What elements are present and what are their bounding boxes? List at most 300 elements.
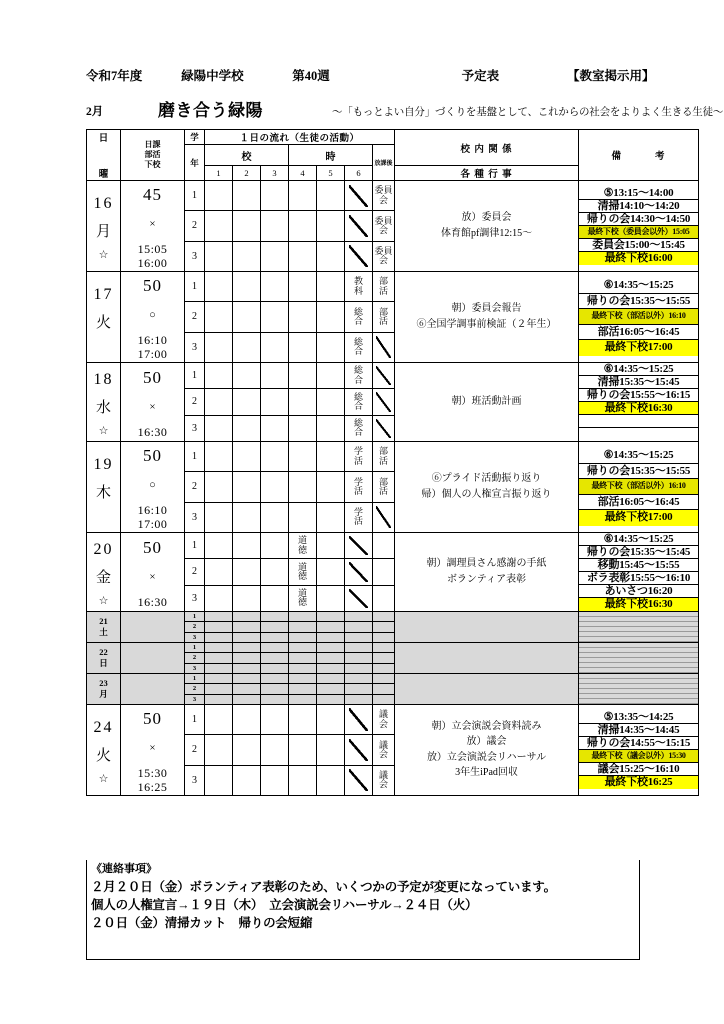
weekend-row [87, 642, 699, 652]
remark-line: 清掃15:35～15:45 [579, 376, 698, 389]
notes-box [86, 860, 640, 960]
remark-line: 最終下校（委員会以外）15:05 [579, 226, 698, 239]
period-1-cell [205, 211, 233, 241]
period-5-cell [317, 472, 345, 502]
nikka-value: 50 [143, 275, 162, 295]
period-3-cell [261, 389, 289, 415]
period-6-cell: 学 活 [345, 502, 373, 532]
weekend-period-cell [289, 694, 317, 704]
header-gekou-label: 下校 [144, 160, 161, 169]
grade-number: 1 [185, 181, 205, 211]
bukatsu-value: ○ [149, 478, 156, 491]
weekend-period-cell [233, 642, 261, 652]
weekend-grade-number: 1 [185, 611, 205, 621]
daily-info-cell [121, 271, 185, 362]
grade-number: 2 [185, 302, 205, 332]
header-day-label: 日 [98, 134, 109, 144]
period-5-cell [317, 502, 345, 532]
nikka-value: 50 [143, 367, 162, 387]
after-school-cell: 部 活 [373, 472, 395, 502]
weekend-period-cell [233, 611, 261, 621]
week-number: 第40週 [292, 69, 330, 83]
grade-number: 2 [185, 389, 205, 415]
remark-line: 移動15:45～15:55 [579, 559, 698, 572]
table-row [87, 704, 699, 734]
remark-line: 最終下校16:00 [579, 252, 698, 265]
weekend-grade-number: 3 [185, 632, 205, 642]
event-line: 体育館pf調律12:15～ [440, 227, 533, 239]
period-1-cell [205, 502, 233, 532]
day-cell [87, 362, 121, 441]
remark-line: 最終下校（部活以外）16:10 [579, 479, 698, 495]
day-star-icon: ☆ [98, 772, 109, 785]
period-6-cell: 教 科 [345, 271, 373, 301]
weekend-period-cell [261, 694, 289, 704]
weekend-period-cell [373, 663, 395, 673]
weekend-day-cell [87, 611, 121, 642]
event-line: 朝）立会演説会資料読み [431, 720, 542, 732]
weekend-period-cell [373, 611, 395, 621]
period-6-cell: 総 合 [345, 362, 373, 388]
period-6-cell: 総 合 [345, 302, 373, 332]
remark-line: 最終下校（議会以外）15:30 [579, 750, 698, 763]
weekend-period-cell [345, 642, 373, 652]
period-4-cell [289, 332, 317, 362]
header-grade-bottom [185, 145, 205, 181]
period-1-cell [205, 389, 233, 415]
period-4-cell [289, 441, 317, 471]
day-star-icon [87, 511, 120, 523]
period-1-cell [205, 441, 233, 471]
nikka-value: 50 [143, 537, 162, 557]
grade-number: 3 [185, 332, 205, 362]
period-6-cell [345, 735, 373, 765]
remark-line: 帰りの会14:30～14:50 [579, 213, 698, 226]
weekend-period-cell [205, 653, 233, 663]
remarks-cell [579, 181, 699, 272]
weekend-period-cell [233, 622, 261, 632]
weekend-period-cell [205, 632, 233, 642]
weekend-period-cell [317, 632, 345, 642]
period-6-cell: 学 活 [345, 472, 373, 502]
day-cell [87, 532, 121, 611]
period-2-cell [233, 704, 261, 734]
period-3-cell [261, 271, 289, 301]
table-row [87, 362, 699, 388]
period-6-cell: 総 合 [345, 415, 373, 441]
events-cell [395, 181, 579, 272]
event-line: ボランティア表彰 [446, 573, 527, 585]
weekend-grade-number: 3 [185, 663, 205, 673]
period-1-cell [205, 765, 233, 795]
remark-line: 帰りの会15:35～15:45 [579, 546, 698, 559]
period-1-cell [205, 332, 233, 362]
period-2-cell [233, 362, 261, 388]
weekend-period-cell [345, 673, 373, 683]
event-line: ⑥全国学調事前検証（２年生） [416, 318, 557, 330]
remark-line: 帰りの会15:35～15:55 [579, 294, 698, 310]
period-5-cell [317, 389, 345, 415]
header-daily-info [121, 130, 185, 181]
header-period-4: 4 [289, 166, 317, 181]
period-2-cell [233, 532, 261, 558]
period-2-cell [233, 585, 261, 611]
period-5-cell [317, 559, 345, 585]
day-number: 20 [93, 540, 114, 558]
remark-line: 最終下校17:00 [579, 340, 698, 356]
period-2-cell [233, 389, 261, 415]
day-weekday: 月 [95, 223, 111, 240]
weekend-period-cell [373, 642, 395, 652]
table-body [87, 181, 699, 796]
after-school-cell: 議 会 [373, 704, 395, 734]
period-4-cell [289, 415, 317, 441]
table-row [87, 181, 699, 211]
remark-line: 最終下校17:00 [579, 510, 698, 526]
period-2-cell [233, 302, 261, 332]
remark-line: 清掃14:35～14:45 [579, 724, 698, 737]
grade-number: 2 [185, 211, 205, 241]
event-line: 3年生iPad回収 [455, 767, 518, 779]
weekend-grade-number: 3 [185, 694, 205, 704]
header-after-school [373, 145, 395, 181]
after-school-cell [373, 585, 395, 611]
daily-info-cell [121, 362, 185, 441]
weekend-day-number: 21 [99, 615, 108, 626]
period-2-cell [233, 472, 261, 502]
day-cell [87, 181, 121, 272]
events-cell [395, 704, 579, 795]
header-nikka-label: 日課 [144, 140, 161, 149]
period-3-cell [261, 302, 289, 332]
after-school-cell [373, 362, 395, 388]
period-4-cell: 道 徳 [289, 532, 317, 558]
period-5-cell [317, 332, 345, 362]
header-remarks-label2: 考 [655, 152, 666, 162]
weekend-info-cell [121, 642, 185, 673]
header-grade-char1: 学 [190, 132, 199, 142]
period-1-cell [205, 559, 233, 585]
remark-line: あいさつ16:20 [579, 585, 698, 598]
after-school-cell [373, 532, 395, 558]
weekend-grade-number: 2 [185, 622, 205, 632]
period-2-cell [233, 415, 261, 441]
gekou-value: 16:30 [137, 595, 168, 610]
period-2-cell [233, 181, 261, 211]
weekend-row [87, 611, 699, 621]
gekou-value: 15:30 16:25 [137, 766, 168, 795]
day-weekday: 木 [95, 484, 111, 501]
day-star-icon: ☆ [98, 424, 109, 437]
period-3-cell [261, 415, 289, 441]
weekend-events-cell [395, 673, 579, 704]
period-1-cell [205, 704, 233, 734]
header-weekday-label: 曜 [98, 170, 109, 180]
period-4-cell [289, 241, 317, 271]
usage-label: 【教室掲示用】 [566, 69, 655, 83]
period-2-cell [233, 559, 261, 585]
grade-number: 3 [185, 415, 205, 441]
day-cell [87, 704, 121, 795]
period-5-cell [317, 362, 345, 388]
daily-info-cell [121, 704, 185, 795]
remark-line: 帰りの会15:35～15:55 [579, 464, 698, 480]
weekend-period-cell [345, 653, 373, 663]
weekend-events-cell [395, 611, 579, 642]
day-weekday: 火 [95, 747, 111, 764]
period-4-cell [289, 765, 317, 795]
daily-info-cell [121, 532, 185, 611]
after-school-cell [373, 415, 395, 441]
header-period-6: 6 [345, 166, 373, 181]
daily-info-cell [121, 181, 185, 272]
header-grade-char2: 年 [190, 157, 199, 168]
day-number: 16 [93, 194, 114, 212]
day-number: 18 [93, 370, 114, 388]
event-line: 朝）委員会報告 [451, 303, 522, 315]
header-ji-label: 時 [325, 151, 336, 163]
weekend-period-cell [289, 673, 317, 683]
period-3-cell [261, 332, 289, 362]
period-3-cell [261, 704, 289, 734]
after-school-cell [373, 332, 395, 362]
weekend-period-cell [261, 611, 289, 621]
period-1-cell [205, 241, 233, 271]
weekend-period-cell [317, 684, 345, 694]
month-label: 2月 [86, 106, 104, 118]
period-6-cell: 学 活 [345, 441, 373, 471]
document-header-line [86, 66, 655, 86]
weekend-period-cell [345, 663, 373, 673]
period-2-cell [233, 765, 261, 795]
weekend-remark-line [579, 699, 698, 704]
period-5-cell [317, 271, 345, 301]
period-3-cell [261, 241, 289, 271]
period-1-cell [205, 585, 233, 611]
remark-line: 最終下校16:30 [579, 402, 698, 415]
header-period-3: 3 [261, 166, 289, 181]
weekend-remark-line [579, 668, 698, 673]
weekly-schedule-table [86, 129, 699, 796]
header-period-1: 1 [205, 166, 233, 181]
header-remarks-label1: 備 [611, 152, 623, 162]
period-1-cell [205, 472, 233, 502]
weekend-period-cell [373, 653, 395, 663]
period-5-cell [317, 585, 345, 611]
weekend-day-weekday: 日 [99, 657, 108, 668]
period-4-cell [289, 389, 317, 415]
weekend-period-cell [373, 684, 395, 694]
period-5-cell [317, 704, 345, 734]
period-4-cell [289, 472, 317, 502]
after-school-cell: 部 活 [373, 302, 395, 332]
events-cell [395, 532, 579, 611]
header-school-relation [395, 130, 579, 166]
event-line: 放）議会 [466, 736, 507, 748]
header-bukatsu-label: 部活 [144, 150, 161, 159]
weekend-period-cell [345, 622, 373, 632]
page-title: 予定表 [461, 69, 500, 83]
day-cell [87, 271, 121, 362]
period-6-cell [345, 211, 373, 241]
period-5-cell [317, 415, 345, 441]
header-remarks [579, 130, 699, 181]
weekend-period-cell [261, 684, 289, 694]
period-6-cell [345, 585, 373, 611]
events-cell [395, 441, 579, 532]
event-line: ⑥プライド活動振り返り [431, 473, 542, 485]
weekend-period-cell [205, 642, 233, 652]
weekend-grade-number: 2 [185, 684, 205, 694]
nikka-value: 45 [143, 185, 162, 204]
weekend-period-cell [289, 684, 317, 694]
weekend-row [87, 673, 699, 683]
notes-line-3: ２０日（金）清掃カット 帰りの会短縮 [91, 916, 313, 931]
notes-line-2: 個人の人権宣言→１９日（木） 立会演説会リハーサル→２４日（火） [91, 898, 478, 913]
day-number: 19 [93, 455, 114, 473]
day-number: 24 [93, 718, 114, 736]
weekend-period-cell [289, 663, 317, 673]
remark-line: 委員会15:00～15:45 [579, 239, 698, 252]
period-4-cell [289, 502, 317, 532]
grade-number: 3 [185, 241, 205, 271]
weekend-period-cell [233, 632, 261, 642]
after-school-cell: 委員会 [373, 181, 395, 211]
events-cell [395, 362, 579, 441]
grade-number: 1 [185, 532, 205, 558]
remarks-cell [579, 532, 699, 611]
weekend-events-cell [395, 642, 579, 673]
period-2-cell [233, 211, 261, 241]
after-school-cell: 委員会 [373, 211, 395, 241]
period-3-cell [261, 211, 289, 241]
notes-title: 《連絡事項》 [91, 863, 157, 875]
weekend-day-number: 23 [99, 677, 108, 688]
after-school-cell [373, 502, 395, 532]
event-line: 朝）班活動計画 [451, 396, 522, 408]
grade-number: 3 [185, 502, 205, 532]
bukatsu-value: × [149, 217, 156, 230]
remark-line [579, 415, 698, 428]
remark-line: ⑥14:35～15:25 [579, 278, 698, 294]
remarks-cell [579, 704, 699, 795]
weekend-period-cell [373, 673, 395, 683]
table-row [87, 532, 699, 558]
weekend-period-cell [345, 632, 373, 642]
period-6-cell: 総 合 [345, 332, 373, 362]
period-1-cell [205, 181, 233, 211]
period-2-cell [233, 441, 261, 471]
header-events-label: 各 種 行 事 [460, 170, 513, 180]
header-flow-label: １日の流れ（生徒の活動） [239, 134, 360, 144]
weekend-period-cell [317, 622, 345, 632]
notes-line-1: ２月２０日（金）ボランティア表彰のため、いくつかの予定が変更になっています。 [91, 879, 556, 894]
day-weekday: 水 [95, 399, 111, 416]
weekend-period-cell [205, 694, 233, 704]
remark-line: 部活16:05～16:45 [579, 495, 698, 511]
period-3-cell [261, 585, 289, 611]
period-3-cell [261, 765, 289, 795]
nikka-value: 50 [143, 708, 162, 728]
weekend-day-number: 22 [99, 646, 108, 657]
weekend-period-cell [317, 653, 345, 663]
school-name: 緑陽中学校 [181, 69, 244, 83]
table-row [87, 271, 699, 301]
weekend-period-cell [317, 694, 345, 704]
grade-number: 3 [185, 765, 205, 795]
header-ji [289, 145, 373, 166]
event-line: 放）立会演説会リハーサル [426, 751, 547, 763]
day-cell [87, 441, 121, 532]
remark-line: ⑥14:35～15:25 [579, 363, 698, 376]
weekend-period-cell [233, 684, 261, 694]
header-kou [205, 145, 289, 166]
period-2-cell [233, 502, 261, 532]
remark-line: 最終下校16:25 [579, 776, 698, 789]
day-weekday: 金 [95, 569, 111, 586]
weekend-period-cell [345, 611, 373, 621]
grade-number: 2 [185, 735, 205, 765]
period-3-cell [261, 559, 289, 585]
period-3-cell [261, 502, 289, 532]
day-star-icon: ☆ [98, 248, 109, 261]
period-3-cell [261, 472, 289, 502]
grade-number: 3 [185, 585, 205, 611]
grade-number: 1 [185, 704, 205, 734]
period-2-cell [233, 332, 261, 362]
weekend-period-cell [233, 673, 261, 683]
after-school-cell: 部 活 [373, 271, 395, 301]
day-number: 17 [93, 285, 114, 303]
grade-number: 2 [185, 472, 205, 502]
bukatsu-value: × [149, 400, 156, 413]
table-row [87, 441, 699, 471]
header-period-5: 5 [317, 166, 345, 181]
grade-number: 1 [185, 441, 205, 471]
weekend-grade-number: 1 [185, 642, 205, 652]
period-3-cell [261, 181, 289, 211]
period-4-cell: 道 徳 [289, 585, 317, 611]
remarks-cell [579, 362, 699, 441]
period-3-cell [261, 441, 289, 471]
weekend-grade-number: 1 [185, 673, 205, 683]
period-4-cell [289, 271, 317, 301]
weekend-period-cell [373, 694, 395, 704]
grade-number: 1 [185, 271, 205, 301]
weekend-period-cell [205, 611, 233, 621]
after-school-cell: 議 会 [373, 735, 395, 765]
after-school-cell: 部 活 [373, 441, 395, 471]
weekend-period-cell [261, 632, 289, 642]
period-6-cell [345, 765, 373, 795]
period-6-cell [345, 241, 373, 271]
day-star-icon [87, 341, 120, 353]
remark-line: ⑤13:15～14:00 [579, 187, 698, 200]
event-line: 帰）個人の人権宣言振り返り [421, 488, 552, 500]
period-2-cell [233, 271, 261, 301]
remark-line: 清掃14:10～14:20 [579, 200, 698, 213]
nikka-value: 50 [143, 445, 162, 465]
period-5-cell [317, 532, 345, 558]
weekend-period-cell [233, 653, 261, 663]
remark-line: 帰りの会14:55～15:15 [579, 737, 698, 750]
weekend-period-cell [317, 663, 345, 673]
weekend-period-cell [261, 653, 289, 663]
weekend-period-cell [205, 663, 233, 673]
period-6-cell [345, 559, 373, 585]
header-day-weekday [87, 130, 121, 181]
remarks-cell [579, 271, 699, 362]
